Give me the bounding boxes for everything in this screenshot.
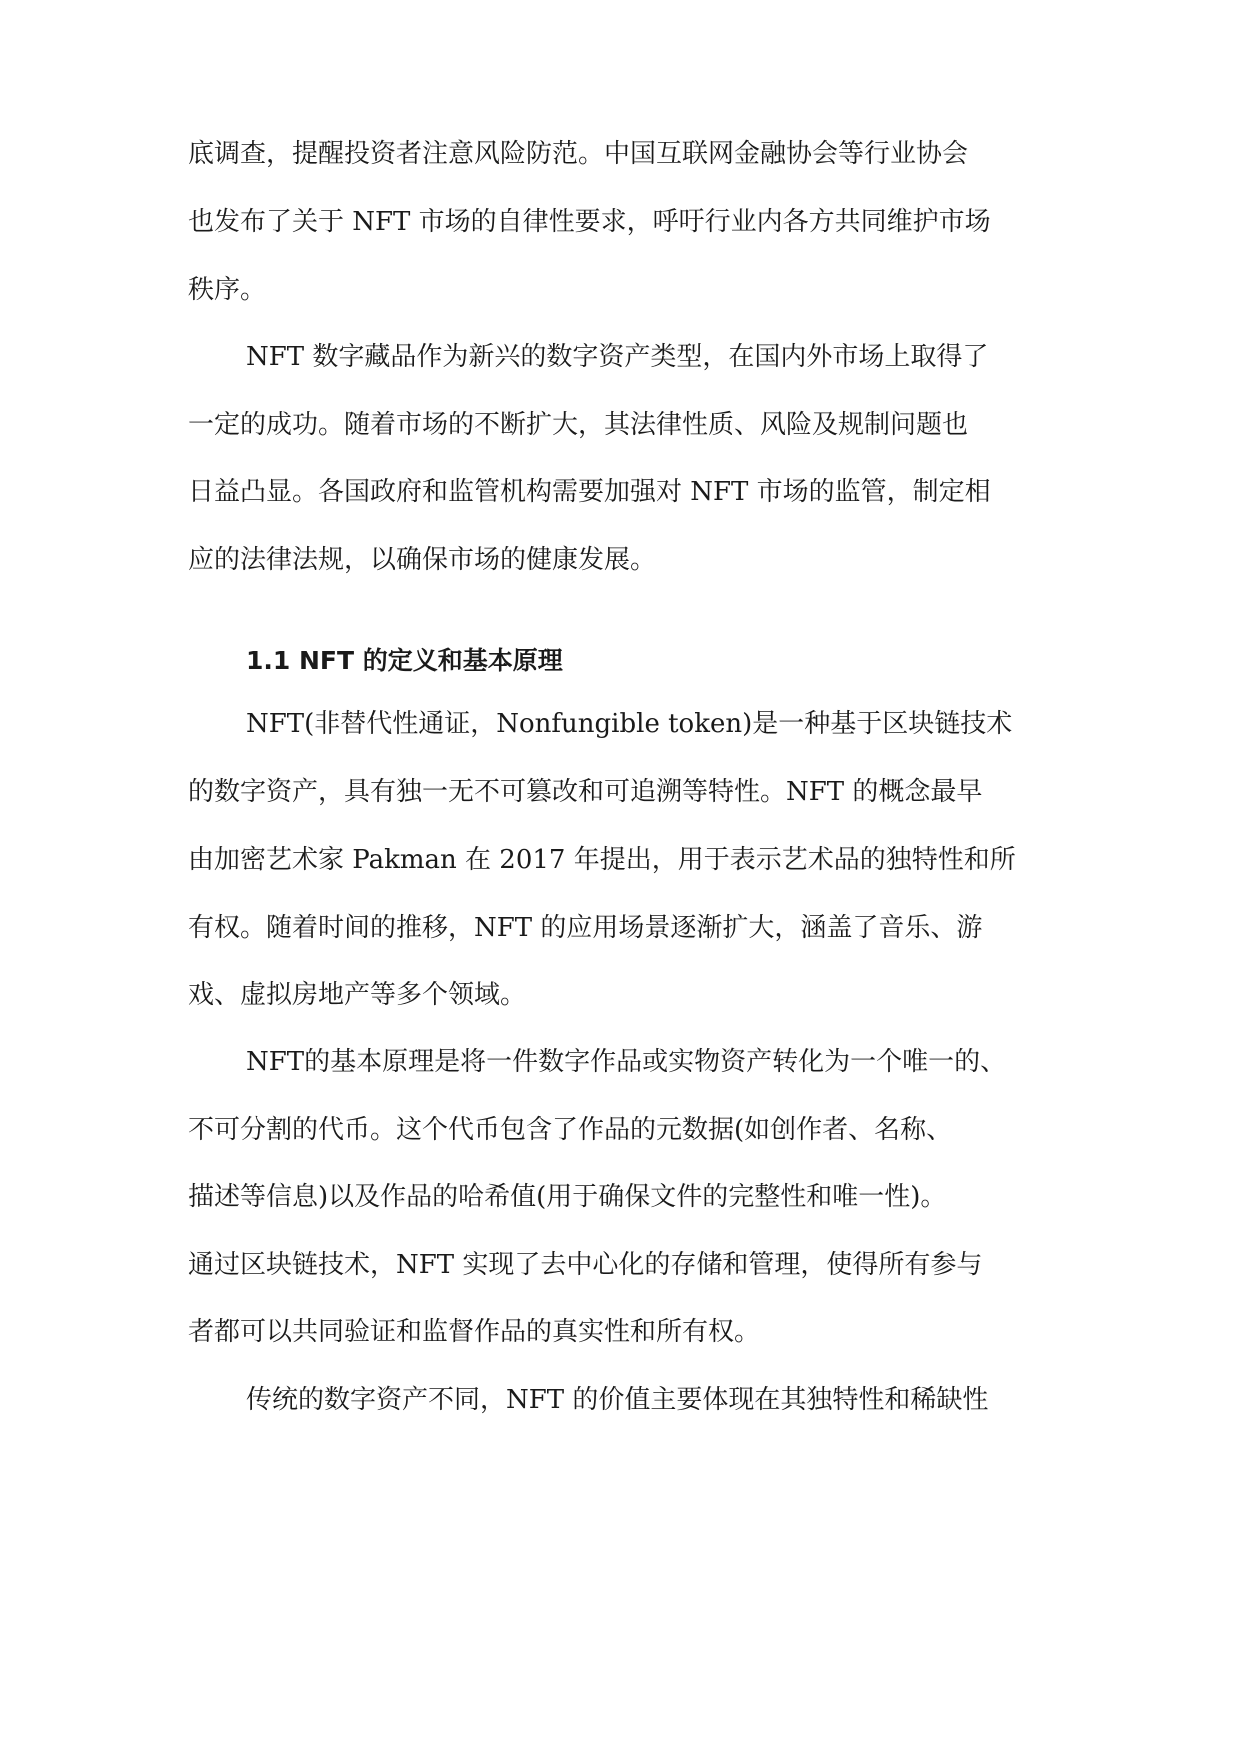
paragraph-4-line-3: 描述等信息)以及作品的哈希值(用于确保文件的完整性和唯一性)。 [188,1182,947,1212]
paragraph-1-line-3: 秩序。 [188,275,267,305]
paragraph-4-line-1: NFT的基本原理是将一件数字作品或实物资产转化为一个唯一的、 [246,1047,1007,1077]
paragraph-2-line-4: 应的法律法规，以确保市场的健康发展。 [188,545,657,575]
paragraph-3-line-4: 有权。随着时间的推移，NFT 的应用场景逐渐扩大，涵盖了音乐、游 [188,913,983,943]
paragraph-2-line-3: 日益凸显。各国政府和监管机构需要加强对 NFT 市场的监管，制定相 [188,477,991,507]
paragraph-2-line-1: NFT 数字藏品作为新兴的数字资产类型，在国内外市场上取得了 [246,342,989,372]
paragraph-1-line-1: 底调查，提醒投资者注意风险防范。中国互联网金融协会等行业协会 [188,139,969,169]
paragraph-3-line-3: 由加密艺术家 Pakman 在 2017 年提出，用于表示艺术品的独特性和所 [188,845,1016,875]
paragraph-4-line-2: 不可分割的代币。这个代币包含了作品的元数据(如创作者、名称、 [188,1115,953,1145]
paragraph-4-line-4: 通过区块链技术，NFT 实现了去中心化的存储和管理，使得所有参与 [188,1250,983,1280]
paragraph-1-line-2: 也发布了关于 NFT 市场的自律性要求，呼吁行业内各方共同维护市场 [188,207,991,237]
paragraph-4-line-5: 者都可以共同验证和监督作品的真实性和所有权。 [188,1317,761,1347]
paragraph-3-line-2: 的数字资产，具有独一无不可篡改和可追溯等特性。NFT 的概念最早 [188,777,983,807]
paragraph-5-line-1: 传统的数字资产不同，NFT 的价值主要体现在其独特性和稀缺性 [246,1385,989,1415]
paragraph-2-line-2: 一定的成功。随着市场的不断扩大，其法律性质、风险及规制问题也 [188,410,969,440]
paragraph-3-line-5: 戏、虚拟房地产等多个领域。 [188,980,527,1010]
section-heading: 1.1 NFT 的定义和基本原理 [246,646,563,675]
paragraph-3-line-1: NFT(非替代性通证，Nonfungible token)是一种基于区块链技术 [246,709,1013,739]
